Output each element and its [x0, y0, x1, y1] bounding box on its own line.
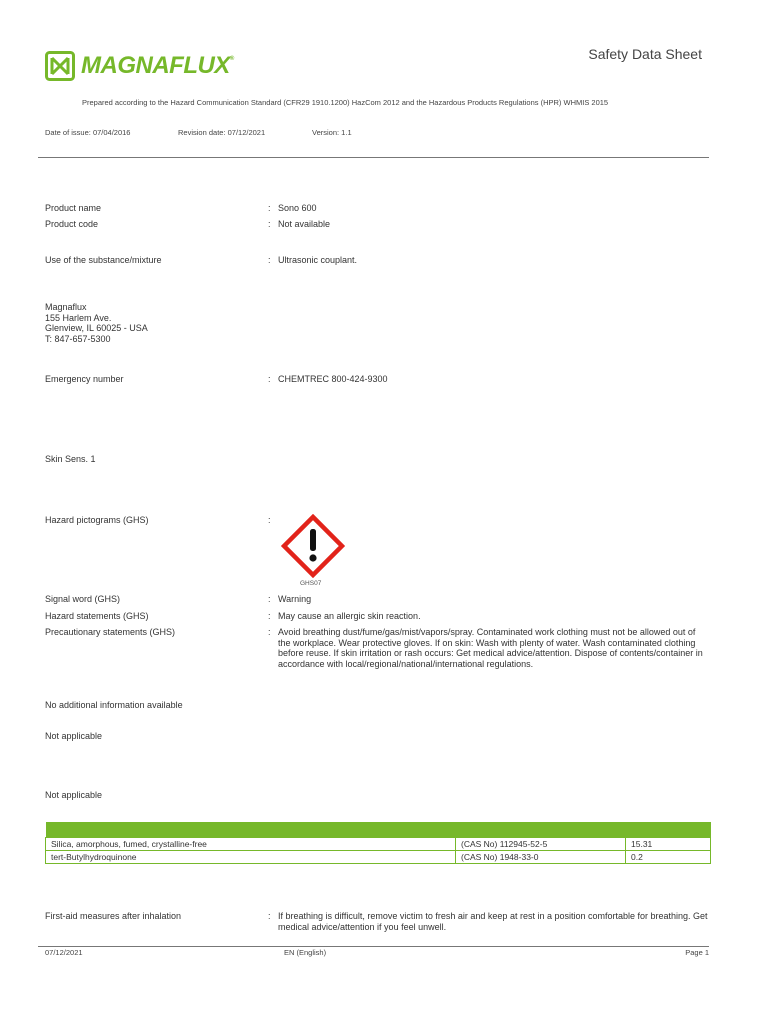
composition-table-header	[46, 822, 711, 838]
footer-language: EN (English)	[284, 948, 327, 957]
table-row	[46, 838, 711, 851]
ingredient-cas: (CAS No) 112945-52-5	[456, 838, 626, 851]
colon: :	[268, 203, 271, 213]
table-row	[46, 851, 711, 864]
magnaflux-logo-icon	[45, 51, 75, 81]
supplier-phone: T: 847-657-5300	[45, 333, 111, 344]
hazard-classification: Skin Sens. 1	[45, 454, 96, 464]
unknown-toxicity: Not applicable	[45, 731, 103, 741]
pictograms-label: Hazard pictograms (GHS)	[45, 515, 149, 525]
emergency-label: Emergency number	[45, 374, 124, 384]
colon: :	[268, 911, 271, 921]
ghs07-exclamation-icon	[281, 514, 345, 578]
first-aid-inhalation-value: If breathing is difficult, remove victim to fresh air and keep at rest in a position comfortable for breathing. Get medical advice/attention if you feel unwell.	[278, 911, 708, 932]
header-divider	[38, 157, 709, 158]
emergency-value: CHEMTREC 800-424-9300	[278, 374, 388, 384]
footer-date: 07/12/2021	[45, 948, 83, 957]
composition-note: Not applicable	[45, 790, 103, 800]
logo-wordmark: MAGNAFLUX®	[81, 52, 234, 79]
ingredient-cas: (CAS No) 1948-33-0	[456, 851, 626, 864]
composition-table	[45, 822, 711, 864]
product-name-value: Sono 600	[278, 203, 317, 213]
magnaflux-logo	[45, 49, 235, 83]
colon: :	[268, 594, 271, 604]
supplier-street: 155 Harlem Ave.	[45, 312, 112, 323]
ingredient-percent: 0.2	[626, 851, 711, 864]
colon: :	[268, 515, 271, 525]
use-value: Ultrasonic couplant.	[278, 255, 358, 265]
product-name-label: Product name	[45, 203, 102, 213]
precautionary-value: Avoid breathing dust/fume/gas/mist/vapors/spray. Contaminated work clothing must not be allowed out of the workplace. Wear protective gloves. If on skin: Wash with plenty of water. Wash contaminated clothing before reuse. If skin irritation or rash occurs: Get medical advice/attention. Dispose of contents/container in accordance with local/regional/national/international regulations.	[278, 627, 703, 669]
colon: :	[268, 255, 271, 265]
precautionary-label: Precautionary statements (GHS)	[45, 627, 176, 637]
use-label: Use of the substance/mixture	[45, 255, 162, 265]
colon: :	[268, 611, 271, 621]
colon: :	[268, 219, 271, 229]
supplier-name: Magnaflux	[45, 302, 87, 312]
other-hazards: No additional information available	[45, 700, 183, 710]
ingredient-name: Silica, amorphous, fumed, crystalline-free	[46, 838, 456, 851]
first-aid-inhalation-label: First-aid measures after inhalation	[45, 911, 182, 921]
signal-word-label: Signal word (GHS)	[45, 594, 121, 604]
supplier-city: Glenview, IL 60025 - USA	[45, 323, 148, 333]
colon: :	[268, 627, 271, 637]
supplier-address	[45, 302, 148, 344]
signal-word-value: Warning	[278, 594, 312, 604]
revision-date: Revision date: 07/12/2021	[178, 128, 266, 137]
footer-divider	[38, 946, 709, 947]
product-code-label: Product code	[45, 219, 99, 229]
regulatory-statement: Prepared according to the Hazard Communication Standard (CFR29 1910.1200) HazCom 2012 and the Hazardous Products Regulations (HPR) WHMIS 2015	[82, 98, 609, 107]
ingredient-percent: 15.31	[626, 838, 711, 851]
hazard-statements-label: Hazard statements (GHS)	[45, 611, 149, 621]
footer-page-number: Page 1	[685, 948, 709, 957]
pictogram-caption: GHS07	[300, 580, 322, 587]
date-of-issue: Date of issue: 07/04/2016	[45, 128, 131, 137]
hazard-statements-value: May cause an allergic skin reaction.	[278, 611, 421, 621]
product-code-value: Not available	[278, 219, 331, 229]
version: Version: 1.1	[312, 128, 352, 137]
document-title: Safety Data Sheet	[588, 46, 702, 62]
ingredient-name: tert-Butylhydroquinone	[46, 851, 456, 864]
colon: :	[268, 374, 271, 384]
